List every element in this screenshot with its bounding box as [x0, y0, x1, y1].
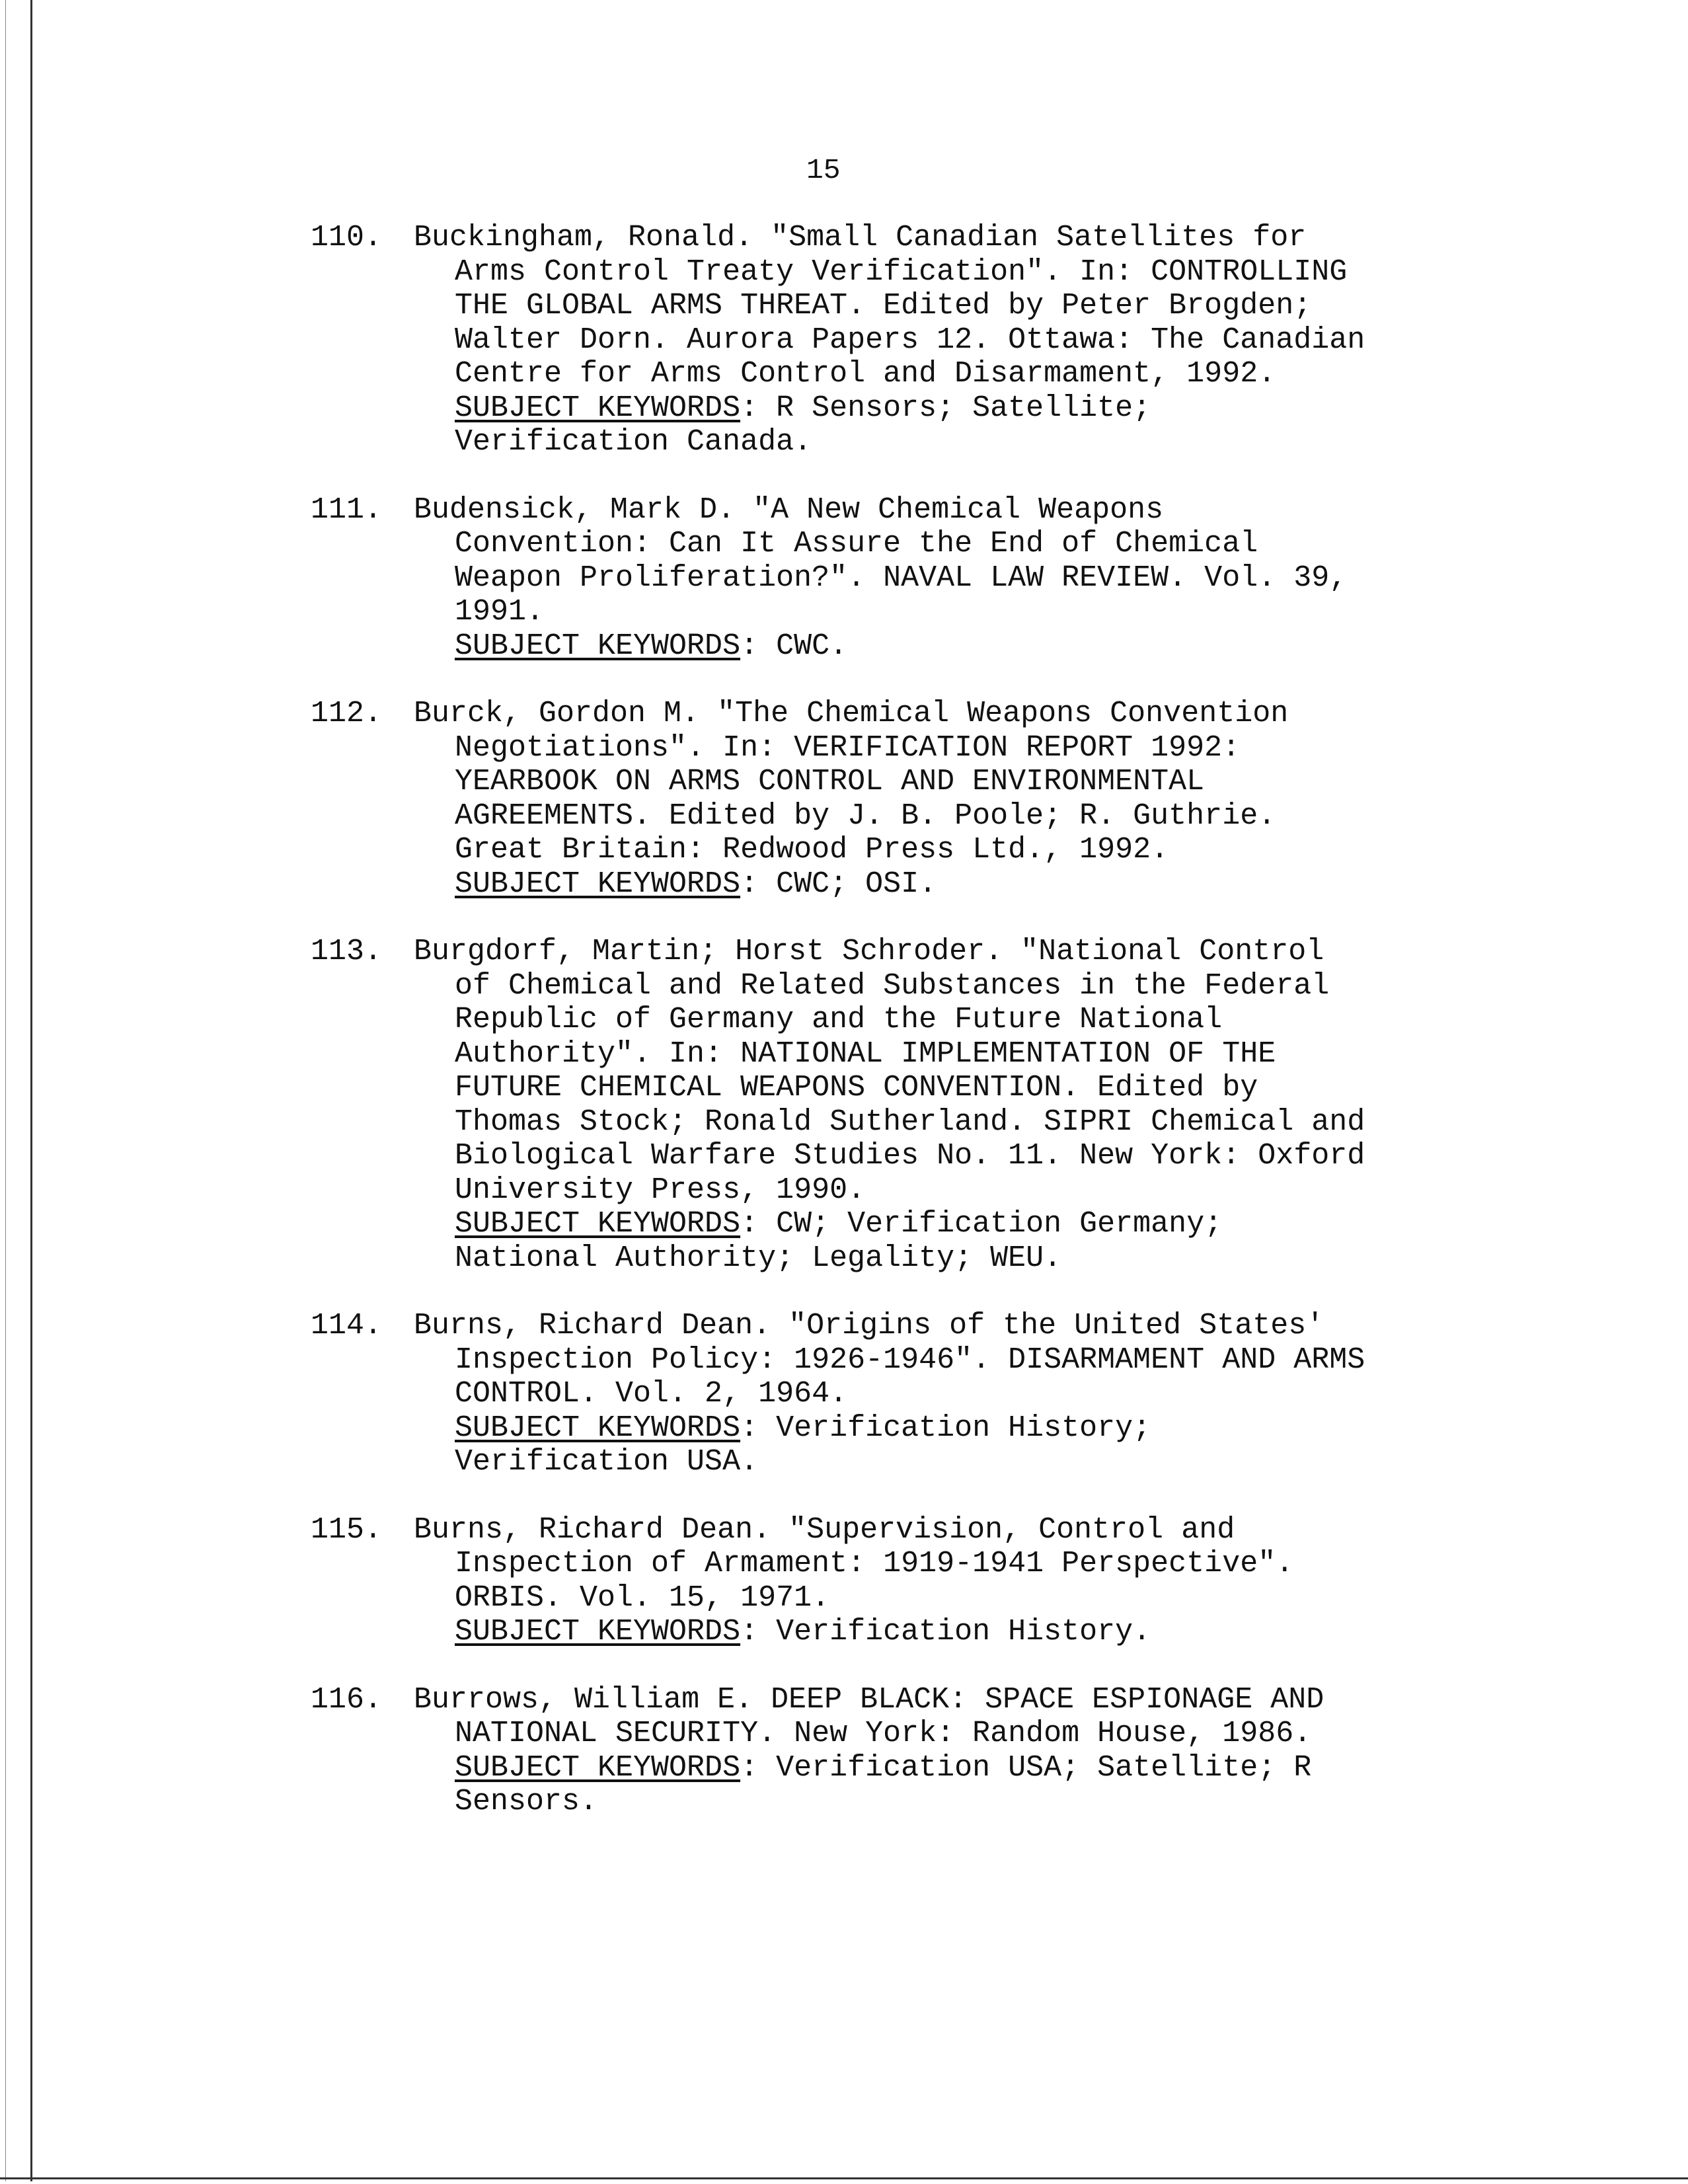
citation-line: Weapon Proliferation?". NAVAL LAW REVIEW. Vol. 39,	[455, 561, 1348, 595]
bibliography-entry	[311, 935, 1626, 1275]
page-edge-line-outer	[5, 0, 6, 2181]
citation-line: Inspection Policy: 1926-1946". DISARMAMENT AND ARMS	[455, 1343, 1365, 1377]
entry-citation	[414, 493, 1626, 664]
entry-citation	[414, 1683, 1626, 1819]
citation-line: YEARBOOK ON ARMS CONTROL AND ENVIRONMENTAL	[455, 765, 1205, 799]
entry-number: 111.	[311, 492, 383, 527]
citation-line: Negotiations". In: VERIFICATION REPORT 1992:	[455, 730, 1241, 765]
subject-keywords	[414, 1411, 1626, 1446]
subject-keywords	[414, 1751, 1626, 1785]
citation-line: Inspection of Armament: 1919-1941 Perspective".	[455, 1547, 1294, 1580]
citation-line: ORBIS. Vol. 15, 1971.	[455, 1580, 830, 1615]
citation-line: Buckingham, Ronald. "Small Canadian Satellites for	[414, 221, 1307, 254]
subject-keywords	[414, 629, 1626, 664]
entry-number: 115.	[311, 1512, 383, 1547]
bibliography-entry	[311, 493, 1626, 664]
subject-keywords-value: : Verification USA; Satellite; R	[740, 1750, 1312, 1785]
subject-keywords-value: : Verification History;	[740, 1411, 1151, 1445]
citation-line: Convention: Can It Assure the End of Chemical	[455, 527, 1258, 561]
subject-keywords-continued: National Authority; Legality; WEU.	[455, 1241, 1062, 1275]
subject-keywords-continued: Sensors.	[455, 1785, 598, 1818]
bibliography-entry	[311, 1683, 1626, 1819]
subject-keywords-label: SUBJECT KEYWORDS	[455, 867, 741, 901]
citation-line: Authority". In: NATIONAL IMPLEMENTATION OF THE	[455, 1036, 1276, 1071]
entry-number: 116.	[311, 1682, 383, 1717]
subject-keywords	[414, 867, 1626, 902]
subject-keywords-value: : CWC.	[740, 629, 848, 663]
citation-line: THE GLOBAL ARMS THREAT. Edited by Peter Brogden;	[455, 289, 1312, 323]
entry-citation	[414, 1513, 1626, 1649]
subject-keywords	[414, 1207, 1626, 1241]
citation-line: Burgdorf, Martin; Horst Schroder. "National Control	[414, 935, 1324, 968]
citation-line: Budensick, Mark D. "A New Chemical Weapons	[414, 492, 1164, 527]
entry-citation	[414, 221, 1626, 459]
citation-line: of Chemical and Related Substances in the Federal	[455, 968, 1330, 1003]
entry-citation	[414, 697, 1626, 901]
citation-line: Arms Control Treaty Verification". In: CONTROLLING	[455, 254, 1348, 289]
subject-keywords-label: SUBJECT KEYWORDS	[455, 1411, 741, 1445]
citation-line: FUTURE CHEMICAL WEAPONS CONVENTION. Edited by	[455, 1071, 1258, 1105]
subject-keywords-continued: Verification Canada.	[455, 425, 812, 459]
subject-keywords-value: : Verification History.	[740, 1615, 1151, 1649]
citation-line: AGREEMENTS. Edited by J. B. Poole; R. Guthrie.	[455, 799, 1276, 833]
entry-number: 113.	[311, 935, 383, 968]
citation-line: Biological Warfare Studies No. 11. New York: Oxford	[455, 1139, 1365, 1173]
subject-keywords-label: SUBJECT KEYWORDS	[455, 1615, 741, 1649]
bibliography-entry	[311, 1309, 1626, 1479]
citation-line: Great Britain: Redwood Press Ltd., 1992.	[455, 833, 1169, 867]
subject-keywords-value: : CW; Verification Germany;	[740, 1207, 1223, 1241]
citation-line: CONTROL. Vol. 2, 1964.	[455, 1377, 848, 1411]
bibliography-entry	[311, 221, 1626, 459]
entry-citation	[414, 1309, 1626, 1479]
subject-keywords	[414, 391, 1626, 426]
page-number: 15	[806, 154, 841, 186]
entry-number: 112.	[311, 697, 383, 730]
citation-line: Centre for Arms Control and Disarmament, 1992.	[455, 357, 1276, 391]
citation-line: 1991.	[455, 595, 545, 629]
subject-keywords-continued: Verification USA.	[455, 1445, 759, 1479]
citation-line: Burns, Richard Dean. "Origins of the United States'	[414, 1309, 1324, 1343]
entry-number: 110.	[311, 221, 383, 254]
subject-keywords-value: : R Sensors; Satellite;	[740, 391, 1151, 425]
bibliography-entry	[311, 697, 1626, 901]
page-bottom-line	[0, 2177, 1688, 2179]
citation-line: Burck, Gordon M. "The Chemical Weapons Convention	[414, 697, 1289, 730]
citation-line: Walter Dorn. Aurora Papers 12. Ottawa: The Canadian	[455, 323, 1365, 357]
entry-citation	[414, 935, 1626, 1275]
bibliography-list	[311, 221, 1626, 1853]
citation-line: University Press, 1990.	[455, 1173, 866, 1207]
citation-line: Republic of Germany and the Future National	[455, 1003, 1223, 1036]
subject-keywords-label: SUBJECT KEYWORDS	[455, 391, 741, 425]
bibliography-entry	[311, 1513, 1626, 1649]
subject-keywords-label: SUBJECT KEYWORDS	[455, 629, 741, 663]
citation-line: Burrows, William E. DEEP BLACK: SPACE ESPIONAGE AND	[414, 1682, 1324, 1717]
citation-line: Burns, Richard Dean. "Supervision, Control and	[414, 1512, 1235, 1547]
subject-keywords-label: SUBJECT KEYWORDS	[455, 1207, 741, 1241]
citation-line: Thomas Stock; Ronald Sutherland. SIPRI Chemical and	[455, 1105, 1365, 1139]
entry-number: 114.	[311, 1309, 383, 1343]
subject-keywords-value: : CWC; OSI.	[740, 867, 937, 901]
subject-keywords	[414, 1615, 1626, 1649]
page-edge-line	[30, 0, 32, 2181]
subject-keywords-label: SUBJECT KEYWORDS	[455, 1750, 741, 1785]
citation-line: NATIONAL SECURITY. New York: Random House, 1986.	[455, 1717, 1312, 1750]
